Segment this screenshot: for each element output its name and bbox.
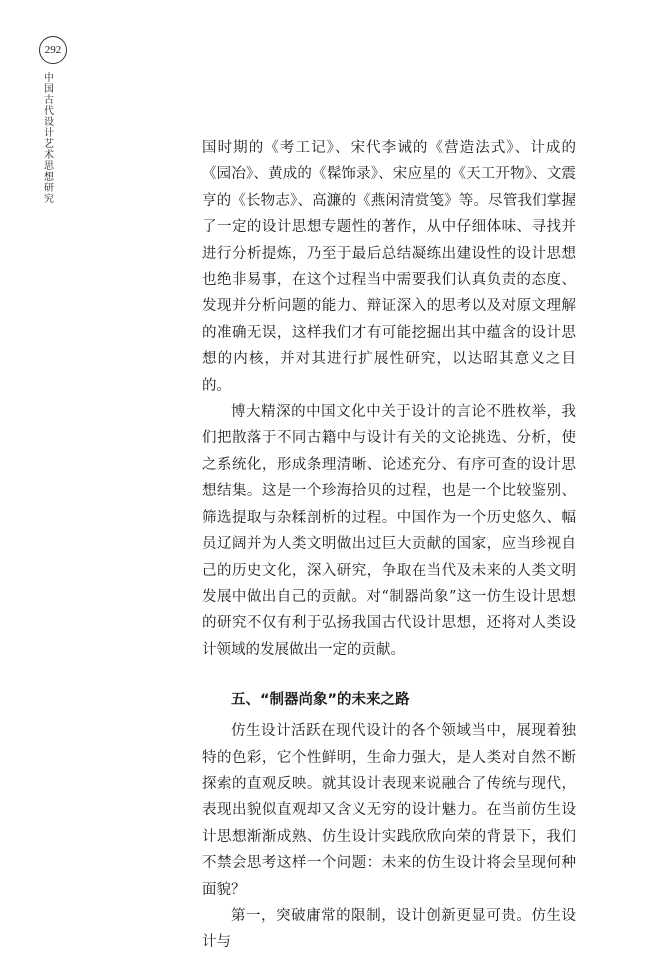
paragraph: 仿生设计活跃在现代设计的各个领域当中，展现着独特的色彩，它个性鲜明，生命力强大，是人类对自然不断探索的直观反映。就其设计表现来说融合了传统与现代，表现出貌似直观却又含义无穷的设计魅力。在当前仿生设计思想渐渐成熟、仿生设计实践欣欣向荣的背景下，我们不禁会思考这样一个问题：未来的仿生设计将会呈现何种面貌？ [202,723,576,898]
paragraph: 博大精深的中国文化中关于设计的言论不胜枚举，我们把散落于不同古籍中与设计有关的文论挑选、分析，使之系统化，形成条理清晰、论述充分、有序可查的设计思想结集。这是一个珍海拾贝的过程，也是一个比较鉴别、筛选提取与杂糅剖析的过程。中国作为一个历史悠久、幅员辽阔并为人类文明做出过巨大贡献的国家，应当珍视自己的历史文化，深入研究，争取在当代及未来的人类文明发展中做出自己的贡献。对“制器尚象”这一仿生设计思想的研究不仅有利于弘扬我国古代设计思想，还将对人类设计领域的发展做出一定的贡献。 [202,404,576,658]
paragraph-continued: 国时期的《考工记》、宋代李诫的《营造法式》、计成的《园冶》、黄成的《髹饰录》、宋应星的《天工开物》、文震亨的《长物志》、高濂的《燕闲清赏笺》等。尽管我们掌握了一定的设计思想专题性的著作，从中仔细体味、寻找并进行分析提炼，乃至于最后总结凝练出建设性的设计思想也绝非易事，在这个过程当中需要我们认真负责的态度、发现并分析问题的能力、辩证深入的思考以及对原文理解的准确无误，这样我们才有可能挖掘出其中蕴含的设计思想的内核，并对其进行扩展性研究，以达昭其意义之目的。 [202,140,576,394]
running-title: 中国古代设计艺术思想研究 [44,73,54,205]
section-heading: 五、“制器尚象”的未来之路 [231,692,410,709]
page-number: 292 [39,36,67,64]
body-text [202,135,576,956]
paragraph: 第一，突破庸常的限制，设计创新更显可贵。仿生设计与 [202,907,576,951]
